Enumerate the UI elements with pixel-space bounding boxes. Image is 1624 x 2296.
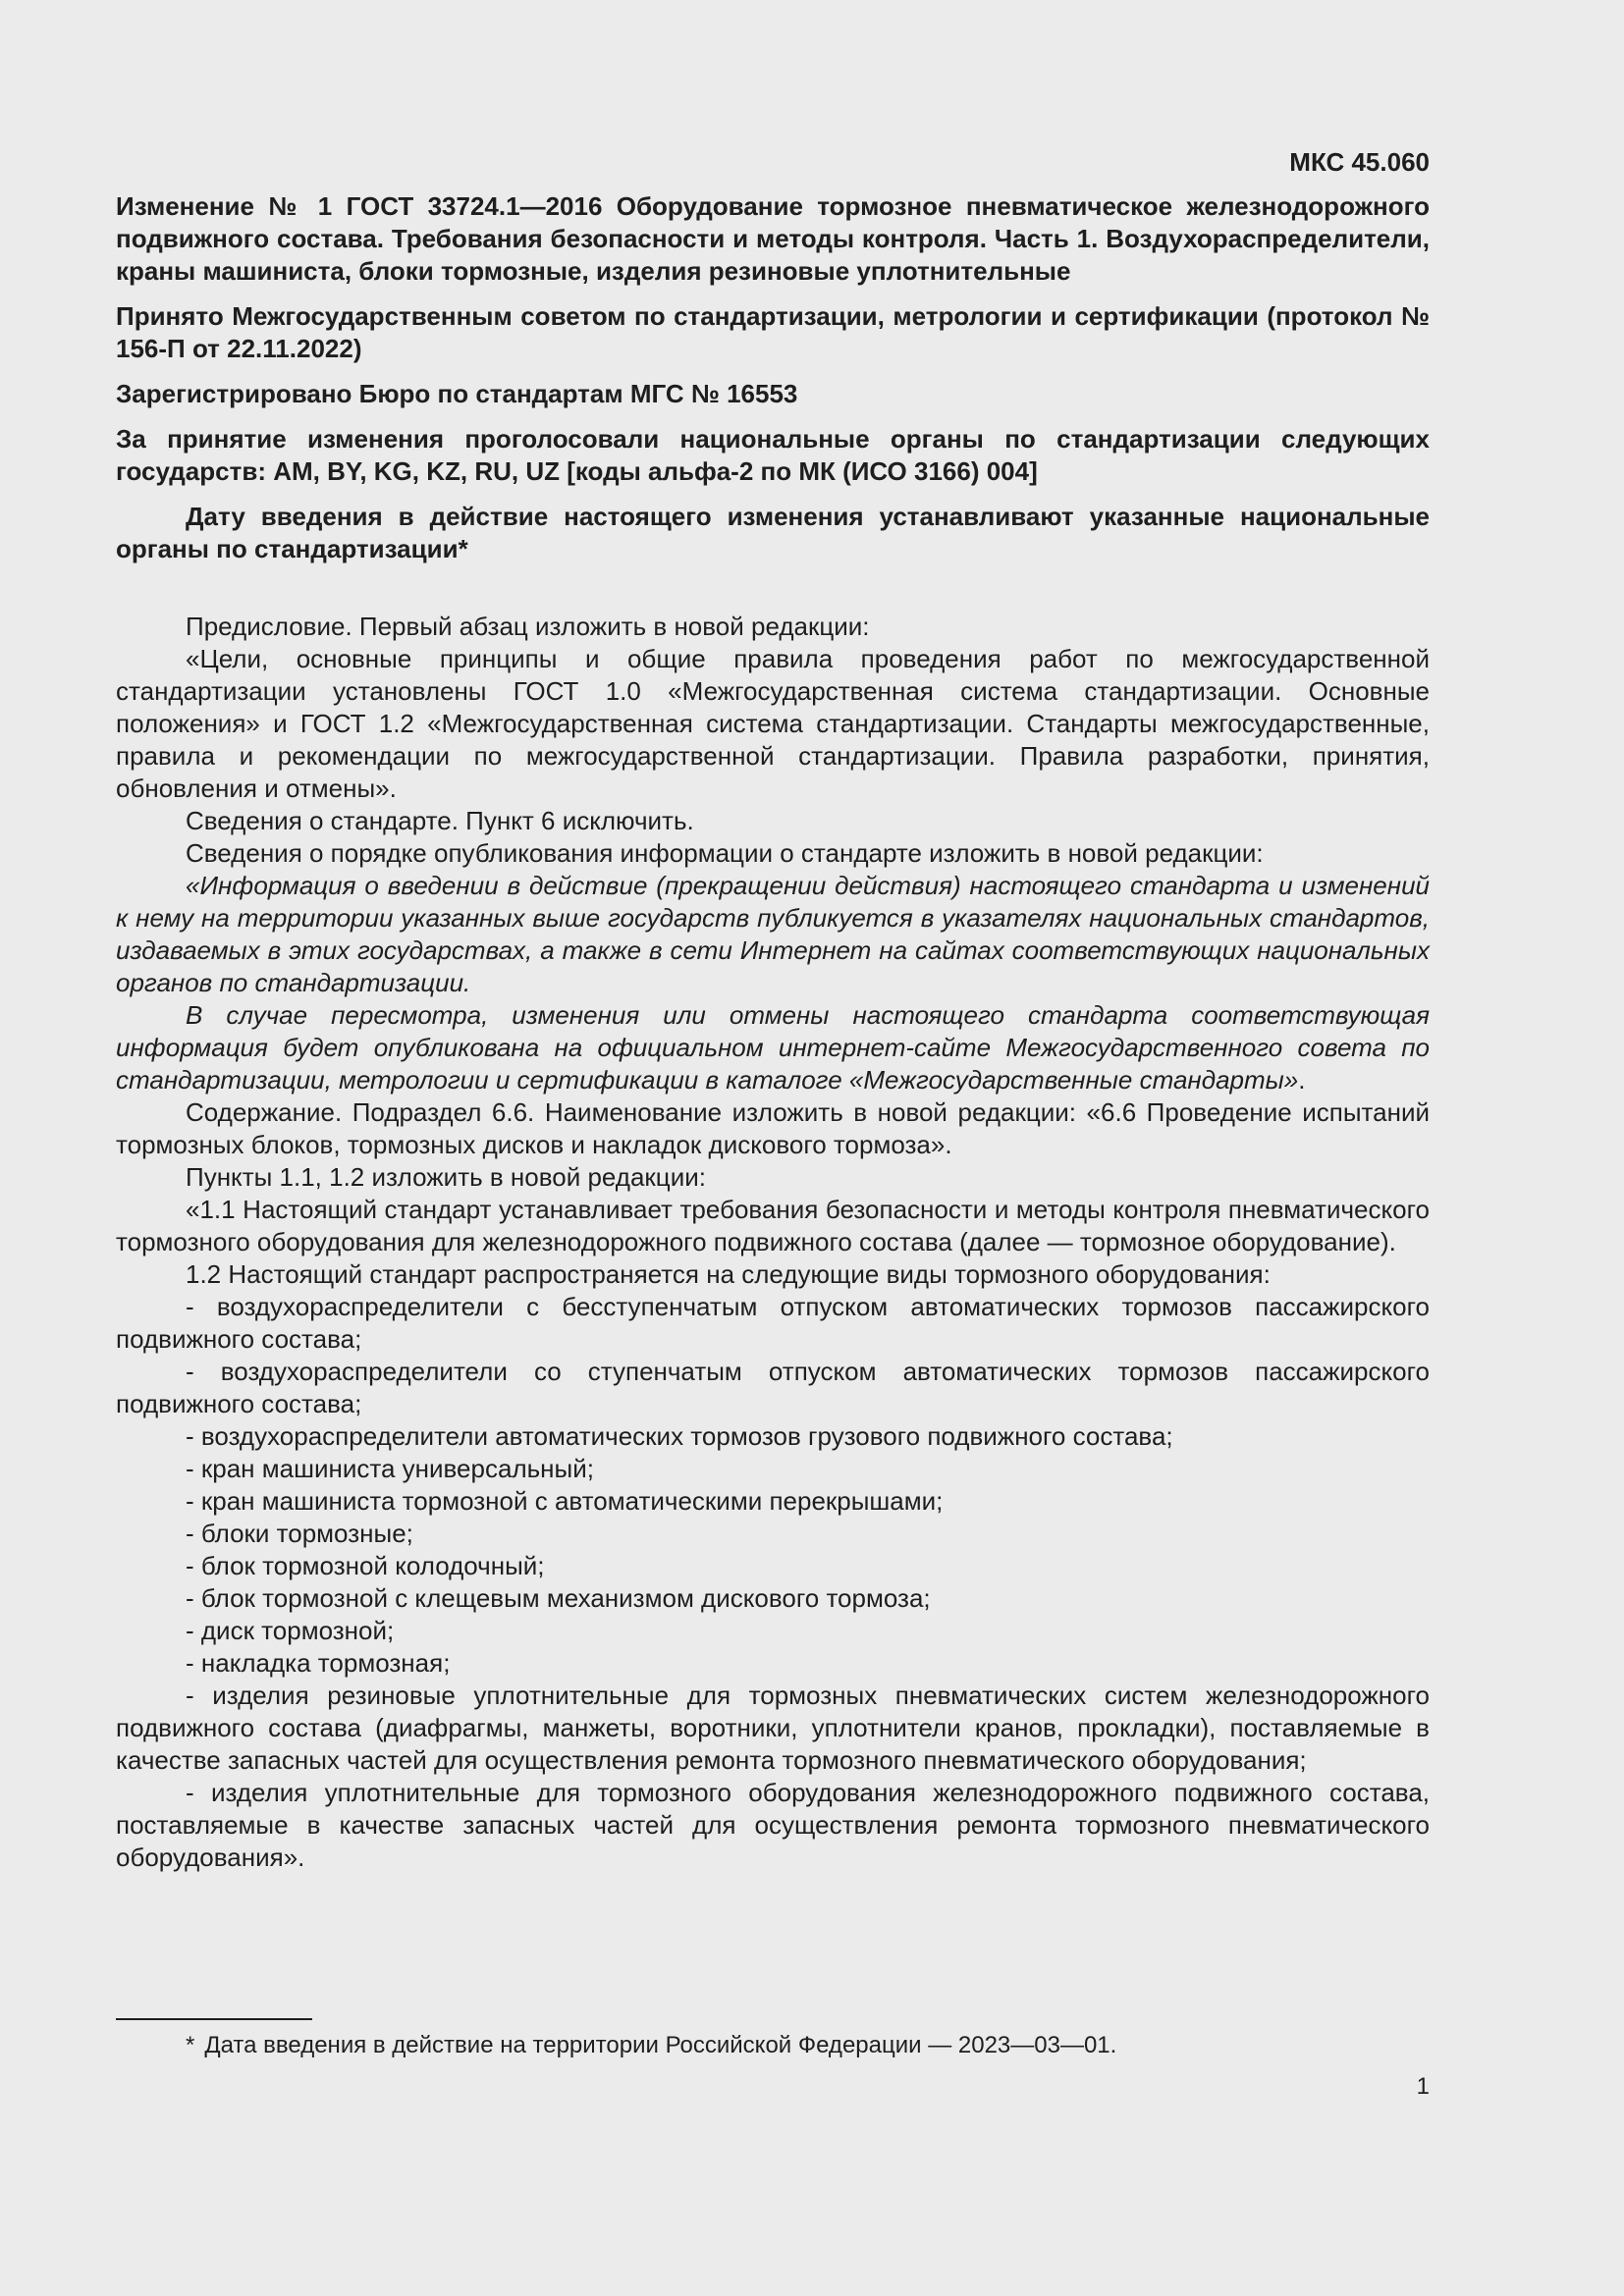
paragraph-clause-1-1: «1.1 Настоящий стандарт устанавливает требования безопасности и методы контроля пневматического тормозного оборудования для железнодорожного подвижного состава (далее — тормозное оборудование).: [116, 1195, 1430, 1256]
footnote-text: Дата введения в действие на территории Российской Федерации — 2023—03—01.: [204, 2032, 1117, 2058]
footnote-divider: [116, 2018, 312, 2020]
amendment-body: [116, 611, 1430, 1874]
list-item: - изделия резиновые уплотнительные для тормозных пневматических систем железнодорожного подвижного состава (диафрагмы, манжеты, воротники, уплотнители кранов, прокладки), поставляемые в качестве запасных частей для осуществления ремонта тормозного пневматического оборудования;: [116, 1681, 1430, 1775]
list-item: - кран машиниста тормозной с автоматическими перекрышами;: [186, 1486, 944, 1516]
list-item: - воздухораспределители со ступенчатым отпуском автоматических тормозов пассажирского подвижного состава;: [116, 1357, 1430, 1418]
list-item: - диск тормозной;: [186, 1616, 395, 1645]
paragraph-standard-info: Сведения о стандарте. Пункт 6 исключить.: [186, 806, 694, 835]
list-item: - накладка тормозная;: [186, 1648, 451, 1678]
list-item: - кран машиниста универсальный;: [186, 1454, 594, 1483]
list-item: - воздухораспределители с бесступенчатым отпуском автоматических тормозов пассажирского подвижного состава;: [116, 1292, 1430, 1354]
paragraph-publication-info: «Информация о введении в действие (прекращении действия) настоящего стандарта и изменений к нему на территории указанных выше государств публикуется в указателях национальных стандартов, издаваемых в этих государствах, а также в сети Интернет на сайтах соответствующих национальных органов по стандартизации.: [116, 871, 1430, 997]
page-number: 1: [1416, 2073, 1430, 2100]
paragraph-preface-text: «Цели, основные принципы и общие правила проведения работ по межгосударственной стандартизации установлены ГОСТ 1.0 «Межгосударственная система стандартизации. Основные положения» и ГОСТ 1.2 «Межгосударственная система стандартизации. Стандарты межгосударственные, правила и рекомендации по межгосударственной стандартизации. Правила разработки, принятия, обновления и отмены».: [116, 644, 1430, 803]
list-item: - изделия уплотнительные для тормозного оборудования железнодорожного подвижного состава, поставляемые в качестве запасных частей для осуществления ремонта тормозного пневматического оборудования».: [116, 1778, 1430, 1872]
paragraph-contents: Содержание. Подраздел 6.6. Наименование изложить в новой редакции: «6.6 Проведение испытаний тормозных блоков, тормозных дисков и накладок дискового тормоза».: [116, 1097, 1430, 1159]
effective-date-statement: Дату введения в действие настоящего изменения устанавливают указанные национальные органы по стандартизации*: [116, 502, 1430, 563]
list-item: - блоки тормозные;: [186, 1519, 413, 1548]
paragraph-clause-1-2: 1.2 Настоящий стандарт распространяется на следующие виды тормозного оборудования:: [186, 1259, 1271, 1289]
amendment-title: Изменение № 1 ГОСТ 33724.1—2016 Оборудование тормозное пневматическое железнодорожного подвижного состава. Требования безопасности и методы контроля. Часть 1. Воздухораспределители, краны машиниста, блоки тормозные, изделия резиновые уплотнительные: [116, 191, 1430, 286]
adopted-statement: Принято Межгосударственным советом по стандартизации, метрологии и сертификации (протокол № 156-П от 22.11.2022): [116, 301, 1430, 363]
paragraph-preface: Предисловие. Первый абзац изложить в новой редакции:: [186, 612, 870, 641]
paragraph-clauses: Пункты 1.1, 1.2 изложить в новой редакции:: [186, 1162, 706, 1192]
footnote-marker: *: [186, 2032, 195, 2058]
revision-info-text: В случае пересмотра, изменения или отмены настоящего стандарта соответствующая информация будет опубликована на официальном интернет-сайте Межгосударственного совета по стандартизации, метрологии и сертификации в каталоге «Межгосударственные стандарты»: [116, 1000, 1430, 1095]
list-item: - блок тормозной колодочный;: [186, 1551, 545, 1580]
voted-statement: За принятие изменения проголосовали национальные органы по стандартизации следующих государств: AM, BY, KG, KZ, RU, UZ [коды альфа-2 по МК (ИСО 3166) 004]: [116, 424, 1430, 486]
list-item: - воздухораспределители автоматических тормозов грузового подвижного состава;: [186, 1421, 1173, 1451]
document-page: [116, 145, 1430, 1874]
mks-code: МКС 45.060: [1289, 147, 1430, 177]
registered-statement: Зарегистрировано Бюро по стандартам МГС № 16553: [116, 379, 798, 408]
footnote: [186, 2030, 1116, 2061]
revision-info-end: .: [1298, 1065, 1306, 1095]
paragraph-revision-info: [116, 999, 1430, 1096]
paragraph-publication-order: Сведения о порядке опубликования информации о стандарте изложить в новой редакции:: [186, 838, 1264, 868]
list-item: - блок тормозной с клещевым механизмом дискового тормоза;: [186, 1583, 931, 1613]
